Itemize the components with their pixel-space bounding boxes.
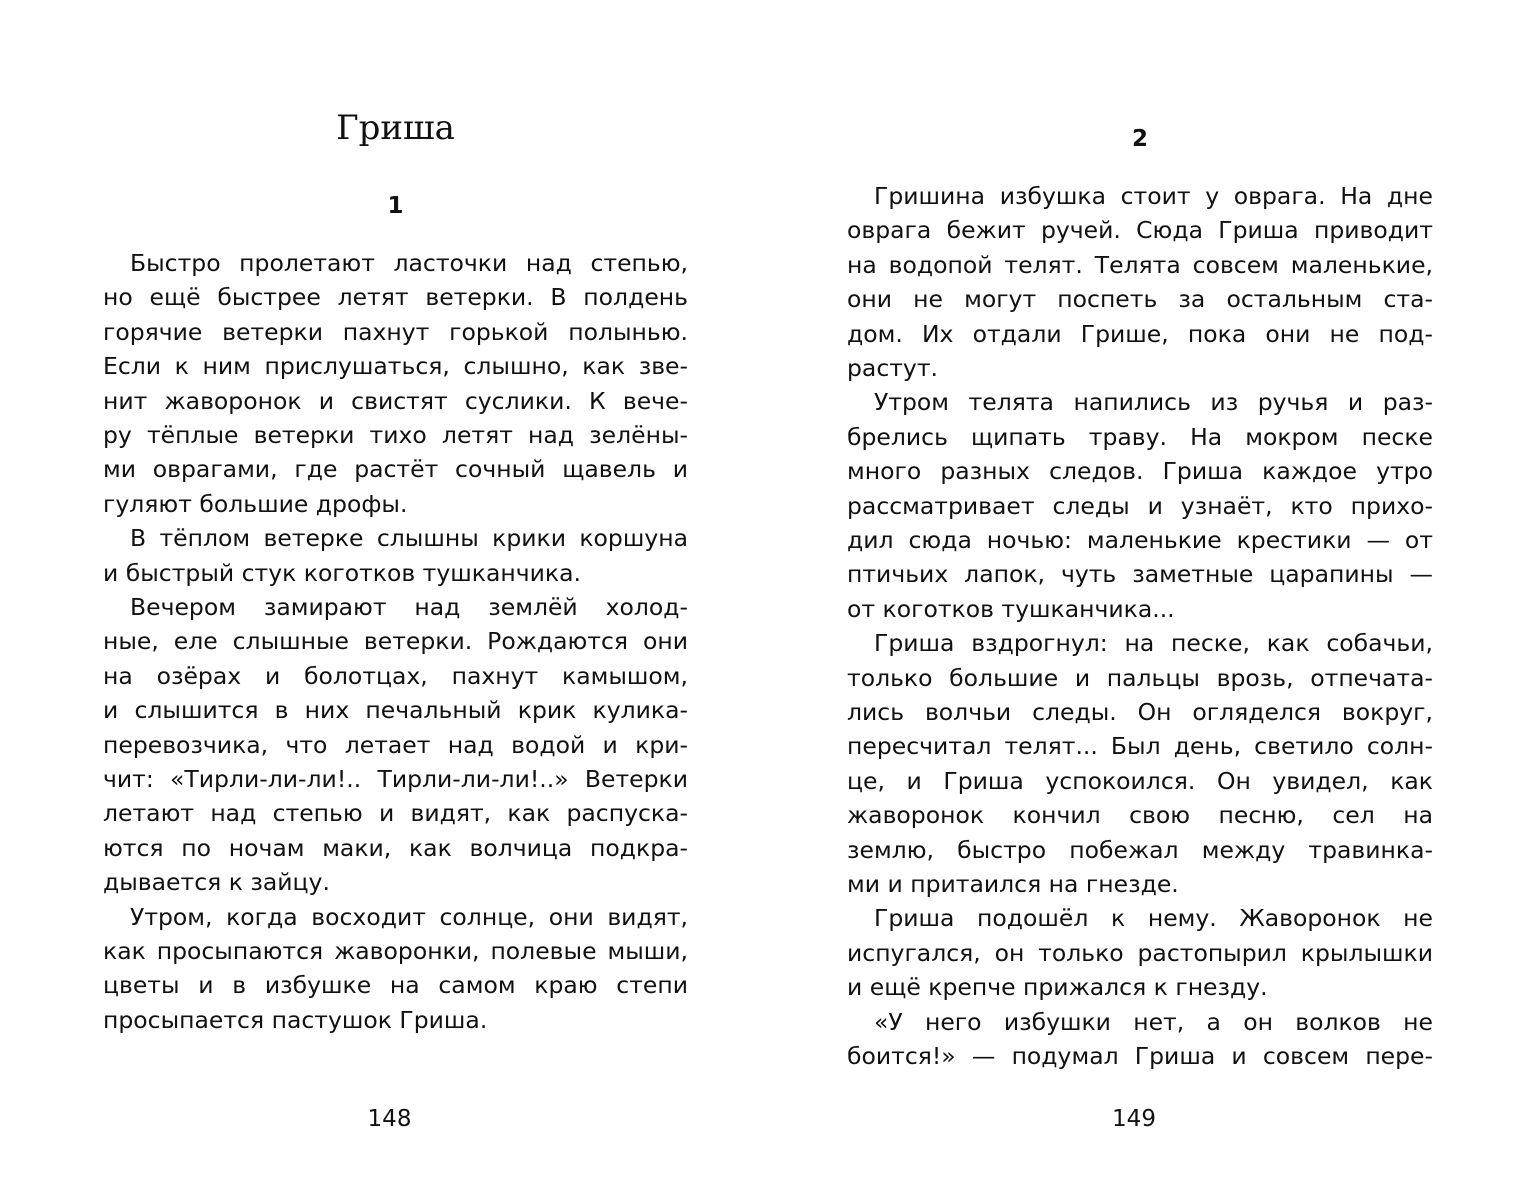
text-line: Утром телята напились из ручья и раз-	[874, 388, 1433, 417]
story-title: Гриша	[336, 108, 455, 148]
text-line: ются по ночам маки, как волчица подкра-	[103, 833, 688, 862]
text-line: нит жаворонок и свистят суслики. К вече-	[103, 386, 688, 415]
text-line: много разных следов. Гриша каждое утро	[847, 457, 1433, 486]
chapter-number: 2	[1131, 126, 1148, 152]
text-line: В тёплом ветерке слышны крики коршуна	[130, 524, 688, 553]
text-line: ру тёплые ветерки тихо летят над зелёны-	[103, 421, 688, 449]
text-line: цветы и в избушке на самом краю степи	[103, 971, 688, 1000]
text-line: це, и Гриша успокоился. Он увидел, как	[847, 766, 1433, 795]
text-line: ные, еле слышные ветерки. Рождаются они	[103, 627, 688, 656]
text-line: дил сюда ночью: маленькие крестики — от	[847, 526, 1433, 554]
text-line: птичьих лапок, чуть заметные царапины —	[847, 560, 1433, 589]
text-line: растут.	[847, 354, 938, 382]
text-line: горячие ветерки пахнут горькой полынью.	[103, 317, 688, 346]
text-line: просыпается пастушок Гриша.	[103, 1005, 488, 1034]
text-line: Вечером замирают над землёй холод-	[130, 593, 688, 621]
chapter-number: 1	[387, 193, 404, 219]
page-number: 148	[367, 1106, 412, 1132]
text-line: они не могут поспеть за остальным ста-	[847, 285, 1433, 314]
text-line: чит: «Тирли-ли-ли!.. Тирли-ли-ли!..» Ветерки	[103, 765, 688, 793]
text-line: на водопой телят. Телята совсем маленькие,	[847, 250, 1433, 279]
text-line: Быстро пролетают ласточки над степью,	[130, 249, 688, 277]
text-line: пересчитал телят... Был день, светило солн-	[847, 732, 1433, 761]
text-line: как просыпаются жаворонки, полевые мыши,	[103, 937, 688, 965]
left-page	[103, 0, 688, 1182]
text-line: Гриша подошёл к нему. Жаворонок не	[874, 904, 1433, 933]
text-line: только большие и пальцы врозь, отпечата-	[847, 663, 1433, 692]
text-line: Гришина избушка стоит у оврага. На дне	[874, 182, 1433, 210]
text-line: жаворонок кончил свою песню, сел на	[847, 801, 1433, 830]
text-line: и ещё крепче прижался к гнезду.	[847, 973, 1268, 1002]
text-line: от коготков тушканчика...	[847, 594, 1175, 623]
text-line: перевозчика, что летает над водой и кри-	[103, 730, 688, 759]
text-line: на озёрах и болотцах, пахнут камышом,	[103, 661, 688, 690]
text-line: рассматривает следы и узнаёт, кто прихо-	[847, 491, 1433, 520]
text-line: брелись щипать траву. На мокром песке	[847, 422, 1433, 451]
page-number: 149	[1112, 1106, 1156, 1132]
text-line: оврага бежит ручей. Сюда Гриша приводит	[847, 216, 1433, 245]
text-line: дывается к зайцу.	[103, 868, 330, 897]
text-line: дом. Их отдали Грише, пока они не под-	[847, 319, 1433, 348]
text-line: Если к ним прислушаться, слышно, как зве-	[103, 352, 688, 381]
text-line: и быстрый стук коготков тушканчика.	[103, 558, 581, 587]
text-line: землю, быстро побежал между травинка-	[847, 835, 1433, 864]
right-page	[847, 0, 1433, 1182]
text-line: ми и притаился на гнезде.	[847, 870, 1179, 898]
text-line: ми оврагами, где растёт сочный щавель и	[103, 455, 688, 484]
text-line: но ещё быстрее летят ветерки. В полдень	[103, 283, 688, 312]
text-line: Гриша вздрогнул: на песке, как собачьи,	[874, 629, 1433, 658]
text-line: испугался, он только растопырил крылышки	[847, 938, 1433, 967]
text-line: гуляют большие дрофы.	[103, 489, 408, 518]
text-line: летают над степью и видят, как распуска-	[103, 799, 688, 828]
text-line: «У него избушки нет, а он волков не	[874, 1007, 1433, 1036]
text-line: лись волчьи следы. Он огляделся вокруг,	[847, 698, 1433, 726]
text-line: и слышится в них печальный крик кулика-	[103, 696, 688, 725]
text-line: боится!» — подумал Гриша и совсем пере-	[847, 1042, 1433, 1070]
text-line: Утром, когда восходит солнце, они видят,	[130, 902, 688, 931]
